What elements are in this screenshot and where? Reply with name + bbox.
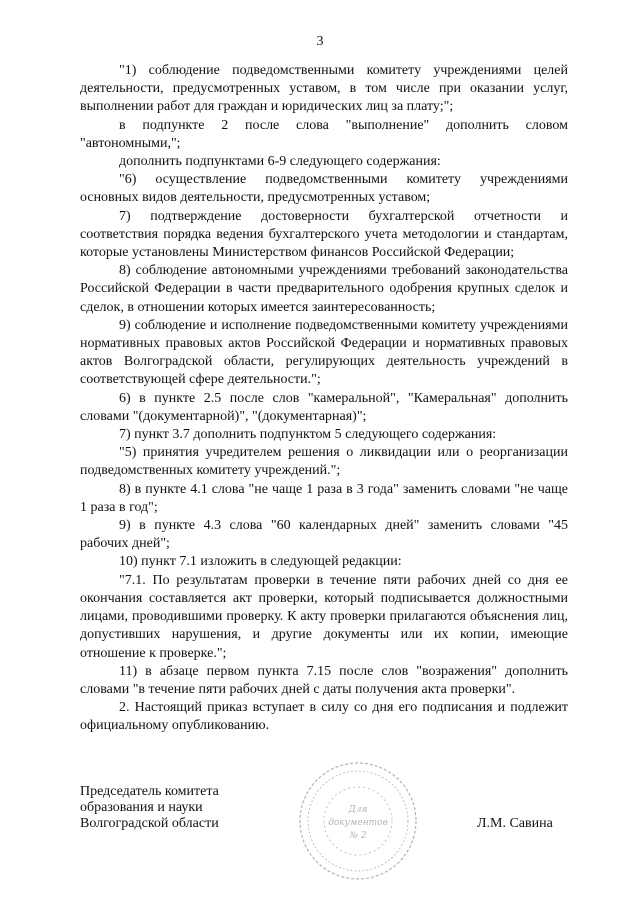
document-body xyxy=(80,62,568,736)
paragraph: "6) осуществление подведомственными комитету учреждениями основных видов деятельности, предусмотренных уставом; xyxy=(80,172,568,206)
paragraph: "7.1. По результатам проверки в течение пяти рабочих дней со дня ее окончания составляется акт проверки, который подписывается должностными лицами, проводившими проверку. К акту проверки прилагаются объяснения лиц, допустивших нарушения, и другие документы или их копии, имеющие отношение к проверке."; xyxy=(80,572,568,661)
official-seal-stamp xyxy=(297,760,419,882)
stamp-line: документов xyxy=(328,818,388,828)
paragraph: 2. Настоящий приказ вступает в силу со дня его подписания и подлежит официальному опубликованию. xyxy=(80,700,568,734)
stamp-line: Для xyxy=(348,805,368,815)
paragraph: 8) в пункте 4.1 слова "не чаще 1 раза в 3 года" заменить словами "не чаще 1 раза в год"; xyxy=(80,481,568,515)
signatory-title xyxy=(80,784,219,832)
paragraph: 9) в пункте 4.3 слова "60 календарных дней" заменить словами "45 рабочих дней"; xyxy=(80,518,568,552)
signatory-title-line: Волгоградской области xyxy=(80,816,219,831)
paragraph: в подпункте 2 после слова "выполнение" дополнить словом "автономными,"; xyxy=(80,117,568,151)
paragraph: 10) пункт 7.1 изложить в следующей редакции: xyxy=(119,554,402,570)
paragraph: 8) соблюдение автономными учреждениями требований законодательства Российской Федерации в части предварительного одобрения крупных сделок и сделок, в отношении которых имеется заинтересованность; xyxy=(80,263,568,315)
paragraph: 7) пункт 3.7 дополнить подпунктом 5 следующего содержания: xyxy=(119,427,497,443)
paragraph: 7) подтверждение достоверности бухгалтерской отчетности и соответствия порядка ведения бухгалтерского учета методологии и стандартам, которые установлены Министерством финансов Российской Федерации; xyxy=(80,208,568,261)
signatory-title-line: Председатель комитета xyxy=(80,784,219,799)
signatory-name: Л.М. Савина xyxy=(477,816,553,831)
signatory-title-line: образования и науки xyxy=(80,800,203,815)
paragraph: дополнить подпунктами 6-9 следующего содержания: xyxy=(119,154,441,170)
page-number: 3 xyxy=(316,34,324,49)
paragraph: 9) соблюдение и исполнение подведомственными комитету учреждениями нормативных правовых актов Российской Федерации и нормативных правовых актов Волгоградской области, регулирующих деятельность учреждений в соответствующей сфере деятельности."; xyxy=(80,317,568,388)
paragraph: "5) принятия учредителем решения о ликвидации или о реорганизации подведомственных комитету учреждений."; xyxy=(80,445,568,479)
stamp-line: № 2 xyxy=(349,831,367,841)
paragraph: 11) в абзаце первом пункта 7.15 после слов "возражения" дополнить словами "в течение пяти рабочих дней с даты получения акта проверки". xyxy=(80,663,568,697)
paragraph: 6) в пункте 2.5 после слов "камеральной", "Камеральная" дополнить словами "(документарной)", "(документарная)"; xyxy=(80,390,568,424)
paragraph: "1) соблюдение подведомственными комитету учреждениями целей деятельности, предусмотренных уставом, в том числе при оказании услуг, выполнении работ для граждан и юридических лиц за плату;"; xyxy=(80,63,568,115)
